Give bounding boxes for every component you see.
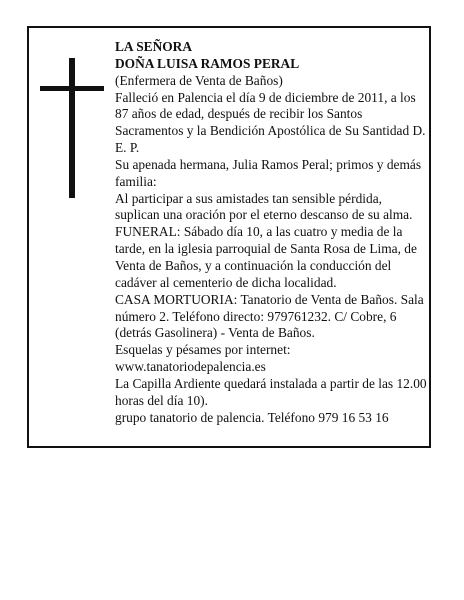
internet-condolences: Esquelas y pésames por internet: www.tanatoriodepalencia.es [115, 342, 291, 375]
obituary-text [115, 39, 427, 426]
deceased-name: DOÑA LUISA RAMOS PERAL [115, 55, 300, 71]
obituary-notice [27, 26, 431, 448]
chapel-details: La Capilla Ardiente quedará instalada a partir de las 12.00 horas del día 10). [115, 375, 427, 408]
prayer-request: Al participar a sus amistades tan sensible pérdida, suplican una oración por el eterno descanso de su alma. [115, 190, 413, 223]
deceased-occupation: (Enfermera de Venta de Baños) [115, 72, 283, 88]
funeral-details: FUNERAL: Sábado día 10, a las cuatro y media de la tarde, en la iglesia parroquial de Santa Rosa de Lima, de Venta de Baños, y a continuación la conducción del cadáver al cementerio de dicha localidad. [115, 224, 417, 290]
mortuary-details: CASA MORTUORIA: Tanatorio de Venta de Baños. Sala número 2. Teléfono directo: 979761232. C/ Cobre, 6 (detrás Gasolinera) - Venta de Baños. [115, 291, 424, 341]
cross-icon-vertical-bar [69, 58, 75, 198]
cross-icon-horizontal-bar [40, 86, 104, 91]
funeral-home-contact: grupo tanatorio de palencia. Teléfono 979 16 53 16 [115, 409, 389, 425]
death-details: Falleció en Palencia el día 9 de diciembre de 2011, a los 87 años de edad, después de recibir los Santos Sacramentos y la Bendición Apostólica de Su Santidad D. E. P. [115, 89, 426, 156]
family-members: Su apenada hermana, Julia Ramos Peral; primos y demás familia: [115, 156, 422, 189]
title-line: LA SEÑORA [115, 39, 193, 54]
